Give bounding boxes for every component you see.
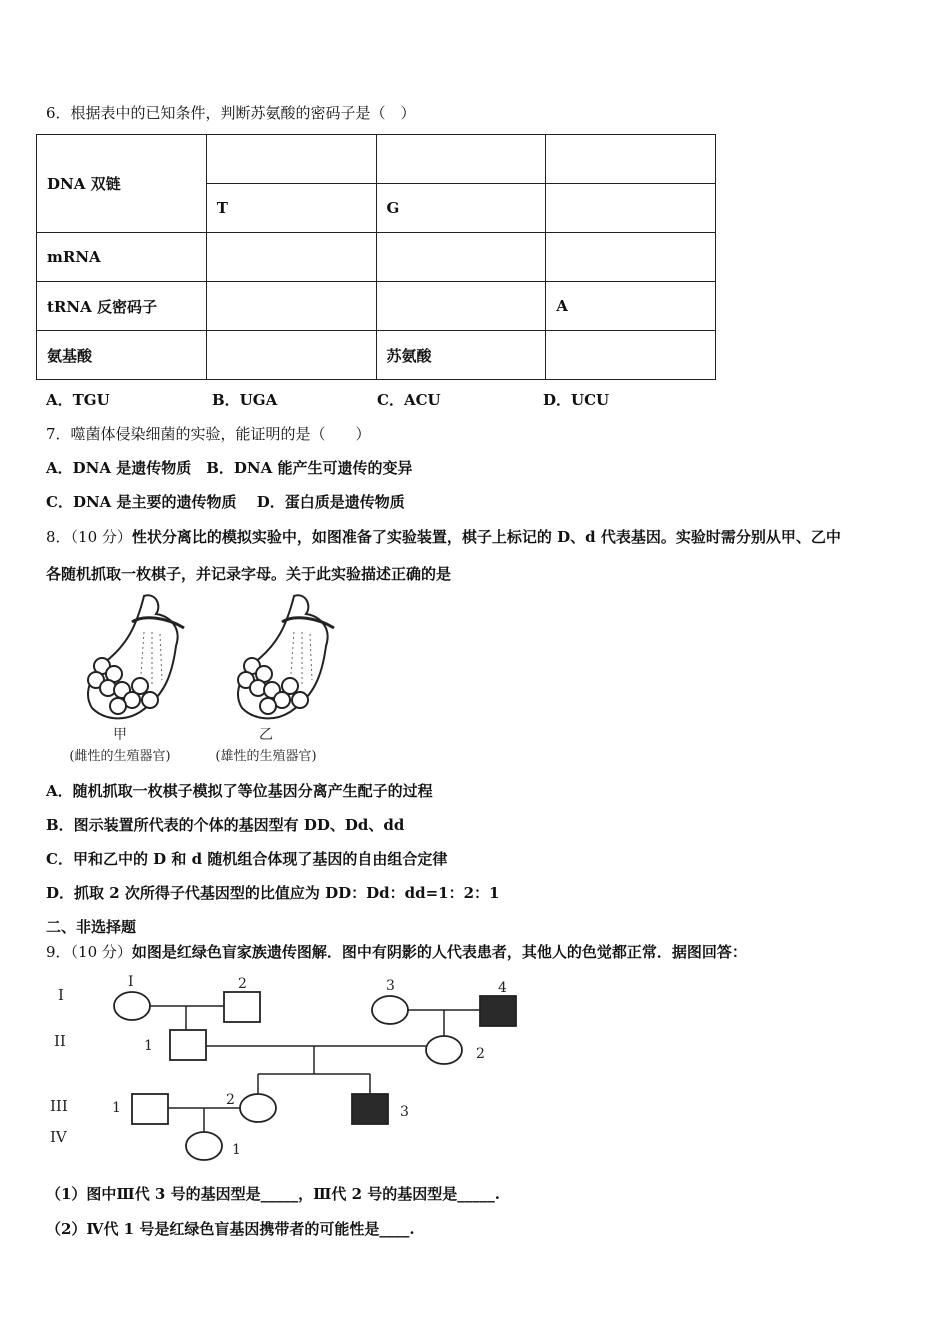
bag-right [238, 595, 334, 718]
individual-i-1 [114, 992, 150, 1020]
trna-label-cell: tRNA 反密码子 [37, 282, 207, 331]
q6-option-a: A．TGU [46, 391, 110, 409]
bag-right-caption: (雄性的生殖器官) [215, 749, 317, 764]
individual-number: 4 [498, 980, 507, 996]
q8-option-d: D．抓取 2 次所得子代基因型的比值应为 DD：Dd：dd=1：2：1 [46, 884, 500, 902]
q8-option-a: A．随机抓取一枚棋子模拟了等位基因分离产生配子的过程 [46, 782, 433, 800]
table-cell [546, 233, 716, 282]
generation-label-iii: III [50, 1097, 68, 1115]
generation-label-i: I [58, 986, 64, 1004]
bags-figure [44, 588, 344, 770]
table-cell [376, 282, 546, 331]
table-cell [206, 135, 376, 184]
q8-stem-text: 性状分离比的模拟实验中，如图准备了实验装置，棋子上标记的 D、d 代表基因。实验时需分别从甲、乙中 [131, 528, 841, 546]
bag-right-name: 乙 [259, 727, 273, 743]
amino-acid-label-cell: 氨基酸 [37, 331, 207, 380]
table-cell [376, 135, 546, 184]
table-cell [546, 184, 716, 233]
q6-option-c: C．ACU [377, 391, 441, 409]
table-cell: T [206, 184, 376, 233]
bag-left-name: 甲 [113, 727, 127, 743]
q7-options-line2: C．DNA 是主要的遗传物质 D．蛋白质是遗传物质 [46, 493, 405, 511]
individual-i-3 [372, 996, 408, 1024]
table-cell [376, 233, 546, 282]
bag-left-caption: (雌性的生殖器官) [69, 749, 171, 764]
q7-stem: 7．噬菌体侵染细菌的实验，能证明的是（ ） [46, 425, 371, 443]
individual-number: I [128, 974, 134, 990]
q8-stem-line2: 各随机抓取一枚棋子，并记录字母。关于此实验描述正确的是 [46, 565, 452, 583]
individual-number: 1 [144, 1038, 153, 1054]
individual-number: 1 [232, 1142, 241, 1158]
q7-options-line1: A．DNA 是遗传物质 B．DNA 能产生可遗传的变异 [46, 459, 413, 477]
individual-number: 1 [112, 1100, 121, 1116]
codon-table [36, 134, 716, 380]
individual-number: 2 [226, 1092, 235, 1108]
individual-number: 2 [476, 1046, 485, 1062]
q8-option-c: C．甲和乙中的 D 和 d 随机组合体现了基因的自由组合定律 [46, 850, 448, 868]
table-cell [206, 233, 376, 282]
individual-ii-2 [426, 1036, 462, 1064]
table-cell: A [546, 282, 716, 331]
individual-number: 3 [386, 978, 395, 994]
q6-option-d: D．UCU [543, 391, 610, 409]
q8-stem-line1 [46, 526, 841, 547]
q9-subquestion-2: （2）Ⅳ代 1 号是红绿色盲基因携带者的可能性是____. [46, 1220, 415, 1238]
individual-iii-2 [240, 1094, 276, 1122]
table-cell: G [376, 184, 546, 233]
individual-number: 2 [238, 976, 247, 992]
table-cell: 苏氨酸 [376, 331, 546, 380]
q9-stem [46, 941, 747, 962]
generation-label-ii: II [54, 1032, 66, 1050]
individual-ii-1 [170, 1030, 206, 1060]
q8-option-b: B．图示装置所代表的个体的基因型有 DD、Dd、dd [46, 816, 405, 834]
section-heading: 二、非选择题 [46, 918, 137, 936]
bag-left [88, 595, 184, 718]
q6-stem: 6．根据表中的已知条件，判断苏氨酸的密码子是（ ） [46, 104, 416, 122]
q9-subquestion-1: （1）图中Ⅲ代 3 号的基因型是_____，Ⅲ代 2 号的基因型是_____. [46, 1185, 500, 1203]
q9-number: 9．（10 分） [46, 943, 132, 961]
individual-number: 3 [400, 1104, 409, 1120]
q8-number: 8．（10 分） [46, 528, 132, 546]
mrna-label-cell: mRNA [37, 233, 207, 282]
individual-i-4-affected [480, 996, 516, 1026]
individual-iii-1 [132, 1094, 168, 1124]
table-cell [206, 331, 376, 380]
table-cell [546, 331, 716, 380]
generation-label-iv: IV [50, 1128, 67, 1146]
q9-stem-text: 如图是红绿色盲家族遗传图解．图中有阴影的人代表患者，其他人的色觉都正常．据图回答： [131, 943, 747, 961]
table-cell [546, 135, 716, 184]
individual-iii-3-affected [352, 1094, 388, 1124]
table-cell [206, 282, 376, 331]
individual-i-2 [224, 992, 260, 1022]
individual-iv-1 [186, 1132, 222, 1160]
dna-label-cell: DNA 双链 [37, 135, 207, 233]
pedigree-chart [44, 966, 544, 1170]
q6-option-b: B．UGA [212, 391, 278, 409]
